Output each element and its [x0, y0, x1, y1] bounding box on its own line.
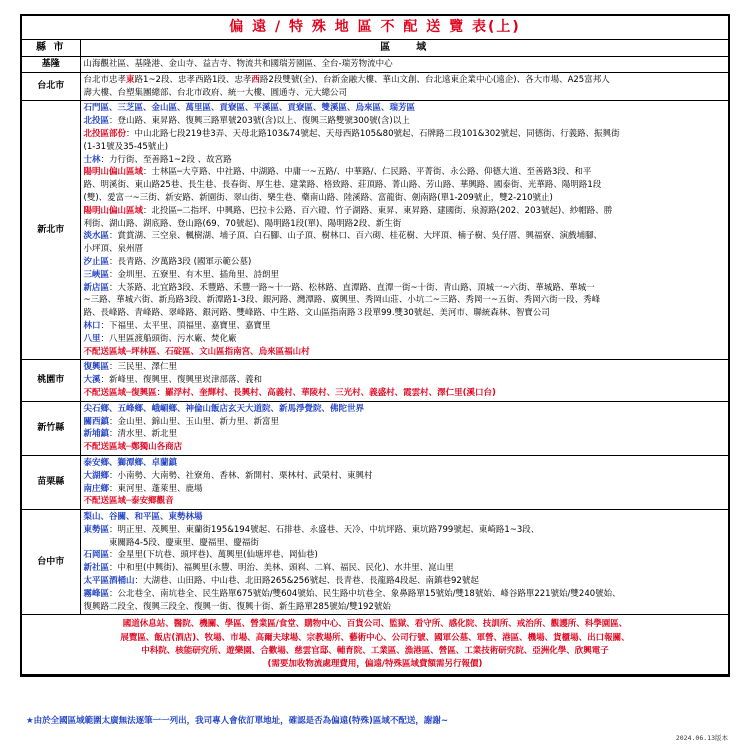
- area-label: 八里: [83, 333, 101, 344]
- region-table: [22, 40, 728, 675]
- area-label: 陽明山偏山區域: [83, 167, 144, 178]
- area-line: [84, 218, 726, 231]
- area-text: 壽大樓、台塑集團總部、台北市政府、統一大樓、圓通寺、元大總公司: [83, 87, 348, 98]
- area-text: ：下福里、太平里、頂福里、嘉寶里、嘉寶里: [100, 320, 271, 331]
- footer-note: [22, 615, 728, 675]
- area-line: [84, 179, 726, 192]
- area-text: 東關路4-5段、慶東里、慶福里、慶福街: [83, 537, 259, 548]
- area-text: ：東河里、蓬萊里、鹿場: [109, 483, 203, 494]
- area-line: [84, 269, 726, 282]
- area-line: [84, 470, 726, 483]
- area-text: 台北市忠孝: [83, 74, 127, 85]
- area-text: ：金山里、錦山里、玉山里、新力里、新富里: [109, 416, 280, 427]
- area-text: ：新峰里、復興里、復興里崁津部落、義和: [100, 375, 263, 386]
- area-line: [84, 403, 726, 416]
- row-taipei: [22, 72, 728, 101]
- area-text: ：中和里(中興街)、福興里(永豐、明治、美林、頭嵙、二嵙、福民、民化)、水井里、崑山里: [109, 563, 454, 574]
- bottom-note: ★由於全國區域範圍太廣無法逐筆一一列出，我司專人會依訂單地址，確認是否為偏遠(特殊)區域不配送，謝謝~: [26, 716, 449, 726]
- area-label: 不配送區域─復興區：羅浮村、奎輝村、長興村、高義村、華陵村、三光村、義盛村、霞雲村、澤仁里(溪口台): [83, 387, 496, 398]
- area-label: 汐止區: [83, 256, 110, 267]
- area-line: [84, 511, 726, 524]
- area-line: [84, 495, 726, 508]
- area-line: [84, 154, 726, 167]
- area-text: ：北投區─二指坪、中興路、巴拉卡公路、百六磴、竹子湖路、東昇、東昇路、建國街、泉源路(202、203號起)、紗帽路、勝: [143, 205, 613, 216]
- area-line: [84, 74, 726, 87]
- area-text: ：中山北路七段219巷3弄、天母北路103&74號起、天母西路105&80號起、石牌路二段101&302號起、同德街、行義路、振興街: [126, 128, 620, 139]
- area-text: 路2段雙號(全)、台新金融大樓、華山文創、台北遠東企業中心(遠企)、各大市場、A25富邦人: [259, 74, 610, 85]
- area-line: [84, 230, 726, 243]
- area-keelung: [80, 57, 728, 73]
- area-text: (雙)、愛富一~三街、新安路、新園街、翠山街、樂生巷、藥南山路、陸溪路、富龍街、劍南路(單1-209號止，雙2-210號止): [83, 192, 553, 203]
- row-hsinchu: [22, 401, 728, 455]
- area-label: 霧峰區: [83, 588, 110, 599]
- row-newtaipei: [22, 101, 728, 360]
- area-line: [84, 562, 726, 575]
- area-line: [84, 346, 726, 359]
- footer-line: 國道休息站、醫院、機關、學區、營業區/食堂、購物中心、百貨公司、監獄、看守所、感化院、技訓所、戒治所、觀護所、科學園區、: [122, 619, 628, 630]
- area-text: 小坪頂、泉州厝: [83, 244, 144, 255]
- area-line: [84, 333, 726, 346]
- area-text: ：大茶路、北宜路3段、禾豐路、禾豐一路~十一路、松林路、直潭路、直潭一街~十街、青山路、頂城一~六街、華城路、華城一: [109, 282, 595, 293]
- area-line: [84, 256, 726, 269]
- row-taoyuan: [22, 360, 728, 401]
- area-line: [84, 205, 726, 218]
- area-line: [84, 128, 726, 141]
- area-label: 西: [251, 74, 260, 85]
- area-text: ：三民里、澤仁里: [109, 362, 178, 373]
- footer-line: 展覽區、飯店(酒店)、牧場、市場、高爾夫球場、宗教場所、藝術中心、公司行號、國軍公墓、軍營、港區、機場、貨櫃場、出口報關、: [120, 632, 630, 643]
- area-label: 士林: [83, 154, 101, 165]
- area-line: [84, 141, 726, 154]
- area-label: 新埔鎮: [83, 429, 110, 440]
- area-text: 復興路二段全、復興三段全、復興一街、復興十街、新生路單285號始/雙192號始: [83, 601, 391, 612]
- area-text: ：公北巷全、南坑巷全、民生路單675號始/雙604號始、民生路中坑巷全、象鼻路單15號始/雙18號始、峰谷路單221號始/雙240號始、: [109, 588, 621, 599]
- area-line: [84, 58, 726, 71]
- area-label: 東: [126, 74, 135, 85]
- area-hsinchu: [80, 401, 728, 455]
- footer-line: (需要加收物流處理費用，偏遠/特殊區域費額需另行報價): [267, 659, 483, 670]
- area-line: [84, 575, 726, 588]
- area-label: 不配送區域─泰安鄉觀音: [83, 496, 174, 507]
- area-label: 北投區: [83, 116, 110, 127]
- area-text: ：金星里(下坑巷、頭坪巷)、萬興里(仙塘坪巷、岡仙巷): [109, 550, 318, 561]
- area-label: 新店區: [83, 282, 110, 293]
- table-frame: [20, 14, 730, 677]
- area-line: [84, 549, 726, 562]
- city-taichung: 台中市: [22, 510, 80, 615]
- area-label: 東勢區: [83, 524, 110, 535]
- area-line: [84, 457, 726, 470]
- area-label: 尖石鄉、五峰鄉、峨嵋鄉、神倫山飯店玄天大道院、新馬淨覺院、佛陀世界: [83, 403, 365, 414]
- area-text: ~三路、華城六街、新烏路3段、新潭路1-3段、銀河路、灣潭路、廣興里、秀岡山莊、小坑二~三路、秀岡一~五街、秀岡六街一段、秀峰: [83, 295, 601, 306]
- area-text: ：清水里、新北里: [109, 429, 178, 440]
- city-miaoli: 苗栗縣: [22, 455, 80, 509]
- area-text: ：長青路、汐萬路3段 (國軍示範公墓): [109, 256, 252, 267]
- area-label: 太平區酒桶山: [83, 576, 135, 587]
- area-taoyuan: [80, 360, 728, 401]
- header-area: 區 域: [80, 40, 728, 57]
- area-text: 路、明溪街、東山路25巷、長生巷、長春街、厚生巷、建業路、格致路、莊頂路、菁山路、芳山路、華興路、國泰街、光華路、陽明路1段: [83, 180, 602, 191]
- area-label: 關西鎮: [83, 416, 110, 427]
- area-text: ：大湖巷、山田路、中山巷、北田路265&256號起、長青巷、長龍路4段起、南鎮巷92號起: [134, 576, 479, 587]
- area-taipei: [80, 72, 728, 101]
- area-label: 梨山、谷關、和平區、東勢林場: [83, 512, 203, 523]
- area-text: ：力行街、至善路1~2段 、故宮路: [100, 154, 232, 165]
- area-text: ：金圳里、五寮里、有木里、插角里、詩朗里: [109, 269, 280, 280]
- area-text: (1-31號及35-45號止): [83, 141, 169, 152]
- area-label: 陽明山偏山區域: [83, 205, 144, 216]
- area-text: 利街、湖山路、湖底路、登山路(69、70號起)、陽明路1段(單)、陽明路2段、新生街: [83, 218, 402, 229]
- area-text: ：小南勢、大南勢、社寮角、香林、新開村、栗林村、武榮村、東興村: [109, 470, 373, 481]
- area-line: [84, 294, 726, 307]
- area-line: [84, 416, 726, 429]
- city-newtaipei: 新北市: [22, 101, 80, 360]
- area-line: [84, 601, 726, 614]
- area-taichung: [80, 510, 728, 615]
- footer-row: [22, 615, 728, 675]
- city-taoyuan: 桃園市: [22, 360, 80, 401]
- area-miaoli: [80, 455, 728, 509]
- area-line: [84, 166, 726, 179]
- area-text: 路1~2段、忠孝西路1段、忠孝: [134, 74, 252, 85]
- header-city: 縣 市: [22, 40, 80, 57]
- city-hsinchu: 新竹縣: [22, 401, 80, 455]
- area-label: 林口: [83, 320, 101, 331]
- header-row: [22, 40, 728, 57]
- area-label: 不配送區域─鄭獨山各商店: [83, 442, 183, 453]
- area-text: ：登山路、東昇路、復興三路單號203號(含)以上、復興三路雙號300號(含)以上: [109, 116, 410, 127]
- area-label: 石岡區: [83, 550, 110, 561]
- area-line: [84, 192, 726, 205]
- area-line: [84, 307, 726, 320]
- area-line: [84, 115, 726, 128]
- area-line: [84, 87, 726, 100]
- area-label: 北投區部份: [83, 128, 127, 139]
- area-line: [84, 537, 726, 550]
- area-label: 新社區: [83, 563, 110, 574]
- area-text: 山海觀社區、基隆港、金山寺、益吉寺、物流共和國瑞芳園區、全台-瑞芳物流中心: [83, 59, 393, 69]
- version-label: 2024.06.13版本: [675, 734, 728, 742]
- area-text: ：八里區渡船頭街、污水廠、焚化廠: [100, 333, 237, 344]
- area-text: ：賞賞湖、三空泉、楓樹湖、埔子頂、白石腳、山子頂、樹林口、百六砌、桂花樹、大坪頂、楠子樹、吳仔厝、興福寮、演戲埔腳、: [109, 231, 603, 242]
- area-line: [84, 588, 726, 601]
- area-text: ：士林區─大亨路、中社路、中湖路、中庸一~五路/、中華路/、仁民路、平菁街、永公路、仰德大道、至善路3段、和平: [143, 167, 592, 178]
- area-line: [84, 361, 726, 374]
- area-label: 大溪: [83, 375, 101, 386]
- city-taipei: 台北市: [22, 72, 80, 101]
- area-label: 三峽區: [83, 269, 110, 280]
- area-line: [84, 483, 726, 496]
- area-line: [84, 387, 726, 400]
- row-taichung: [22, 510, 728, 615]
- area-label: 大湖鄉: [83, 470, 110, 481]
- city-keelung: 基隆: [22, 57, 80, 73]
- area-line: [84, 428, 726, 441]
- area-line: [84, 524, 726, 537]
- area-line: [84, 282, 726, 295]
- row-keelung: [22, 57, 728, 73]
- area-line: [84, 102, 726, 115]
- area-line: [84, 441, 726, 454]
- area-label: 泰安鄉、獅潭鄉、卓蘭鎮: [83, 457, 178, 468]
- area-label: 不配送區域─坪林區、石碇區、文山區指南宮、烏來區福山村: [83, 346, 310, 357]
- row-miaoli: [22, 455, 728, 509]
- footer-line: 中科院、核能研究所、遊樂園、合歡場、慈雲官邸、輔育院、工業區、漁港區、營區、工業技術研究院、亞洲化學、欣興電子: [141, 645, 609, 656]
- page-title: 偏 遠 / 特 殊 地 區 不 配 送 覽 表(上): [22, 16, 728, 40]
- area-text: 路、長峰路、青峰路、翠峰路、銀河路、雙峰路、中生路、文山區指南路３段單99.雙30號起、美河市、聯統森林、智寶公司: [83, 308, 550, 319]
- area-label: 南庄鄉: [83, 483, 110, 494]
- area-newtaipei: [80, 101, 728, 360]
- area-line: [84, 320, 726, 333]
- area-line: [84, 374, 726, 387]
- area-line: [84, 243, 726, 256]
- area-label: 復興區: [83, 362, 110, 373]
- area-label: 淡水區: [83, 231, 110, 242]
- area-text: ：明正里、茂興里、東蘭街195&194號起、石排巷、永盛巷、天冷、中坑坪路、東坑路799號起、東崎路1~3段、: [109, 524, 540, 535]
- area-label: 石門區、三芝區、金山區、萬里區、貢寮區、平溪區、貢寮區、雙溪區、烏來區、瑞芳區: [83, 103, 416, 114]
